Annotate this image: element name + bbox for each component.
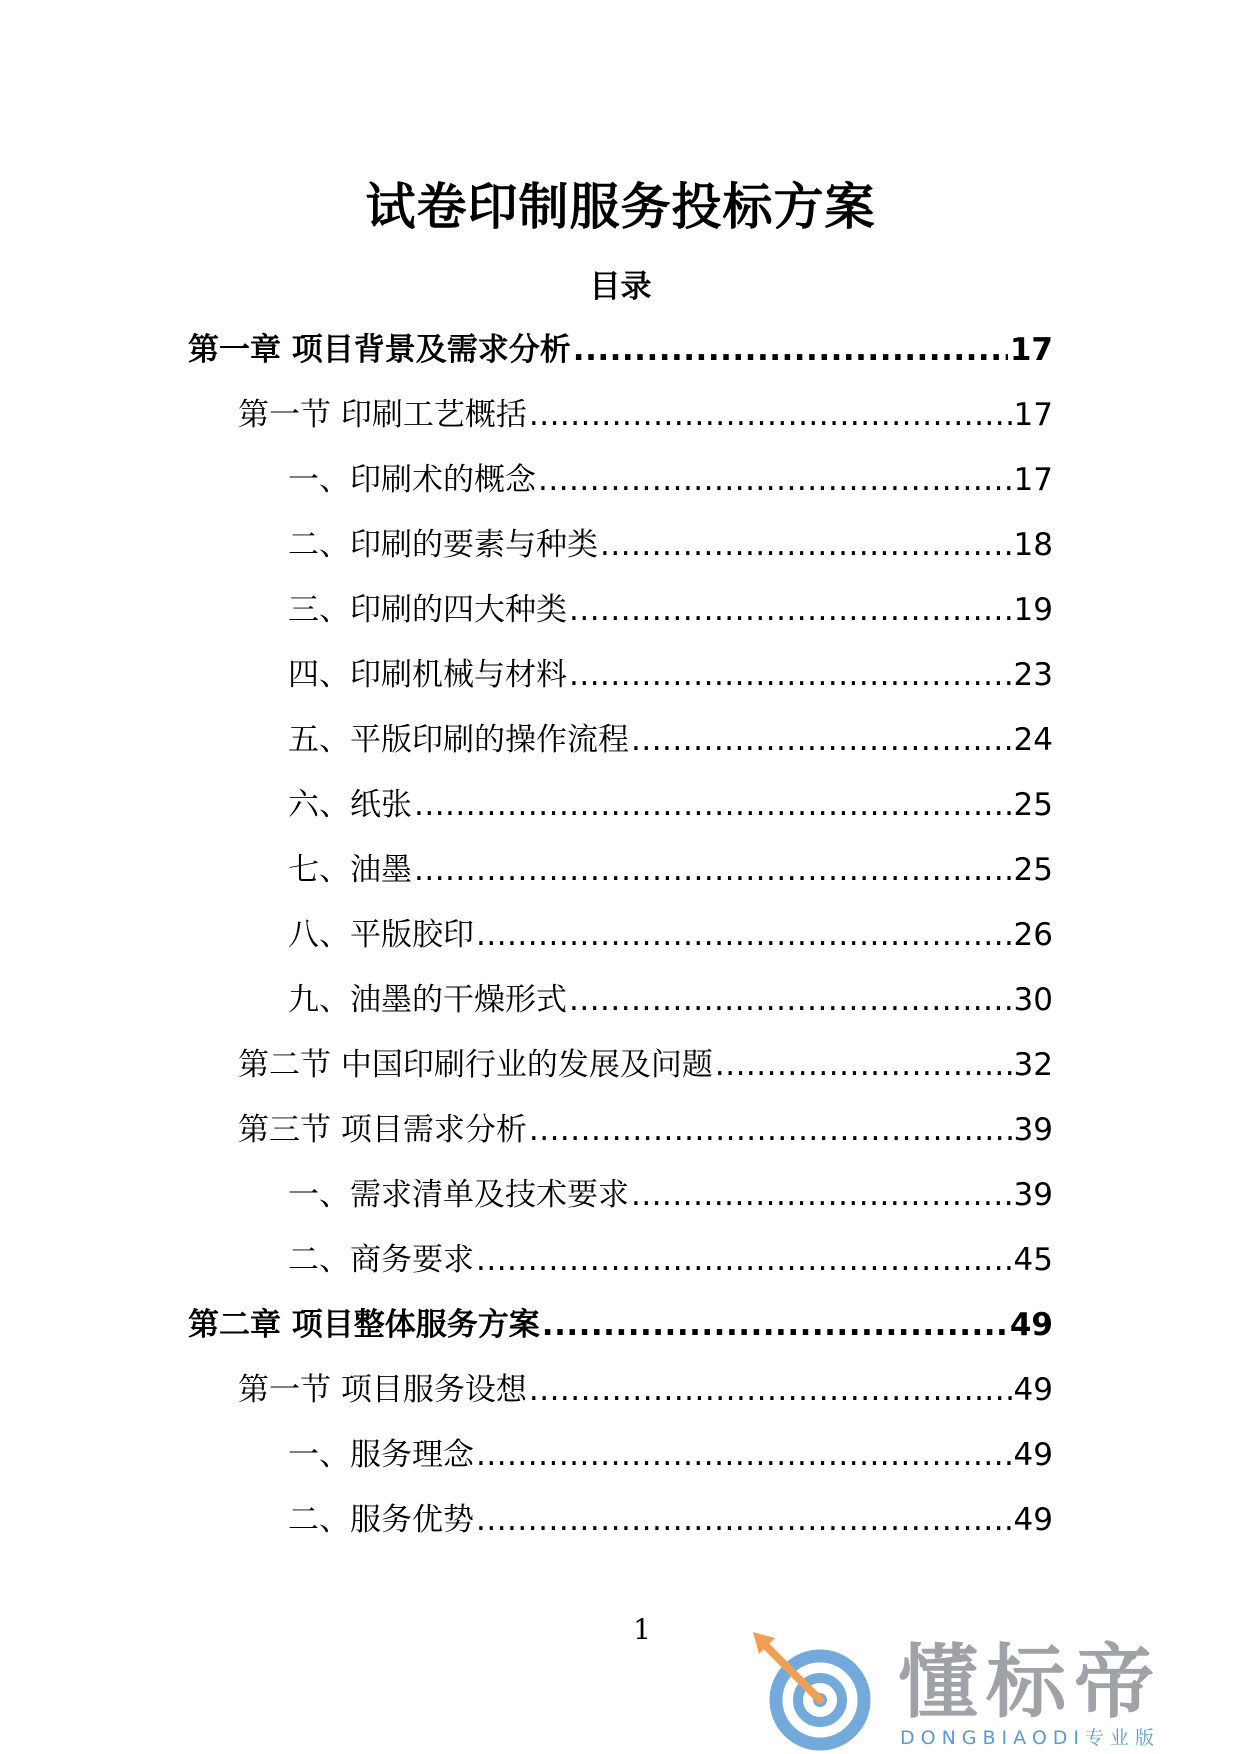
- toc-entry[interactable]: [188, 522, 1053, 587]
- toc-entry-label: 第一节 项目服务设想: [238, 1372, 527, 1408]
- toc-dot-leader: [538, 457, 1012, 503]
- toc-entry-page: 19: [1013, 592, 1053, 628]
- toc-heading: 目录: [589, 269, 652, 305]
- toc-entry-page: 17: [1013, 397, 1053, 433]
- page-number: 1: [633, 1613, 651, 1646]
- toc-dot-leader: [476, 1432, 1012, 1478]
- toc-dot-leader: [573, 327, 1008, 373]
- toc-entry-page: 32: [1013, 1047, 1053, 1083]
- toc-dot-leader: [542, 1302, 1008, 1348]
- toc-entry-label: 第一章 项目背景及需求分析: [188, 332, 571, 368]
- toc-dot-leader: [476, 912, 1012, 958]
- toc-entry-page: 39: [1013, 1112, 1053, 1148]
- toc-entry-page: 49: [1013, 1502, 1053, 1538]
- toc-entry[interactable]: [188, 457, 1053, 522]
- toc-entry-page: 25: [1013, 852, 1053, 888]
- toc-entry-page: 25: [1013, 787, 1053, 823]
- toc-entry[interactable]: [188, 1172, 1053, 1237]
- toc-dot-leader: [529, 392, 1012, 438]
- toc-entry-page: 17: [1013, 462, 1053, 498]
- toc-entry-page: 45: [1013, 1242, 1053, 1278]
- toc-entry-page: 49: [1013, 1372, 1053, 1408]
- toc-entry-page: 49: [1013, 1437, 1053, 1473]
- toc-dot-leader: [631, 717, 1012, 763]
- toc-entry[interactable]: [188, 327, 1053, 392]
- watermark-subtitle: DONGBIAODI专业版: [900, 1727, 1161, 1749]
- toc-dot-leader: [529, 1107, 1012, 1153]
- toc-entry[interactable]: [188, 1237, 1053, 1302]
- toc-entry[interactable]: [188, 587, 1053, 652]
- watermark: [745, 1632, 1235, 1754]
- toc-entry[interactable]: [188, 1107, 1053, 1172]
- toc-entry-label: 第二节 中国印刷行业的发展及问题: [238, 1047, 713, 1083]
- toc-entry-label: 四、印刷机械与材料: [288, 657, 567, 693]
- toc-dot-leader: [569, 977, 1012, 1023]
- toc-entry-label: 七、油墨: [288, 852, 412, 888]
- toc-entry-page: 23: [1013, 657, 1053, 693]
- toc-dot-leader: [476, 1237, 1012, 1283]
- toc-entry[interactable]: [188, 1302, 1053, 1367]
- toc-entry-label: 九、油墨的干燥形式: [288, 982, 567, 1018]
- toc-dot-leader: [600, 522, 1012, 568]
- toc-entry-label: 一、服务理念: [288, 1437, 474, 1473]
- toc-entry-label: 三、印刷的四大种类: [288, 592, 567, 628]
- toc-entry-page: 17: [1009, 332, 1053, 368]
- toc-dot-leader: [569, 652, 1012, 698]
- toc-entry-label: 一、印刷术的概念: [288, 462, 536, 498]
- toc-dot-leader: [476, 1497, 1012, 1543]
- toc-dot-leader: [715, 1042, 1012, 1088]
- toc-entry[interactable]: [188, 652, 1053, 717]
- toc-entry-label: 二、印刷的要素与种类: [288, 527, 598, 563]
- toc-entry-page: 24: [1013, 722, 1053, 758]
- toc-entry[interactable]: [188, 1432, 1053, 1497]
- target-arrow-icon: [745, 1632, 895, 1754]
- toc-dot-leader: [414, 782, 1012, 828]
- toc-entry[interactable]: [188, 847, 1053, 912]
- toc-entry-label: 二、服务优势: [288, 1502, 474, 1538]
- toc-dot-leader: [569, 587, 1012, 633]
- toc-entry-page: 30: [1013, 982, 1053, 1018]
- toc-entry-label: 第一节 印刷工艺概括: [238, 397, 527, 433]
- toc-dot-leader: [414, 847, 1012, 893]
- toc-entry-label: 六、纸张: [288, 787, 412, 823]
- document-title: 试卷印制服务投标方案: [365, 178, 876, 236]
- toc-entry[interactable]: [188, 1367, 1053, 1432]
- toc-dot-leader: [631, 1172, 1012, 1218]
- toc-entry[interactable]: [188, 1042, 1053, 1107]
- toc-entry-page: 26: [1013, 917, 1053, 953]
- toc-entry-page: 39: [1013, 1177, 1053, 1213]
- toc-entry[interactable]: [188, 392, 1053, 457]
- toc-entry[interactable]: [188, 977, 1053, 1042]
- toc-entry-label: 二、商务要求: [288, 1242, 474, 1278]
- table-of-contents: [188, 327, 1053, 1562]
- toc-entry-label: 五、平版印刷的操作流程: [288, 722, 629, 758]
- toc-dot-leader: [529, 1367, 1012, 1413]
- toc-entry[interactable]: [188, 782, 1053, 847]
- toc-entry-label: 第三节 项目需求分析: [238, 1112, 527, 1148]
- toc-entry[interactable]: [188, 717, 1053, 782]
- toc-entry[interactable]: [188, 912, 1053, 977]
- toc-entry[interactable]: [188, 1497, 1053, 1562]
- toc-entry-label: 八、平版胶印: [288, 917, 474, 953]
- toc-entry-label: 一、需求清单及技术要求: [288, 1177, 629, 1213]
- toc-entry-page: 18: [1013, 527, 1053, 563]
- toc-entry-page: 49: [1009, 1307, 1053, 1343]
- watermark-brand-name: 懂标帝: [898, 1636, 1162, 1729]
- toc-entry-label: 第二章 项目整体服务方案: [188, 1307, 540, 1343]
